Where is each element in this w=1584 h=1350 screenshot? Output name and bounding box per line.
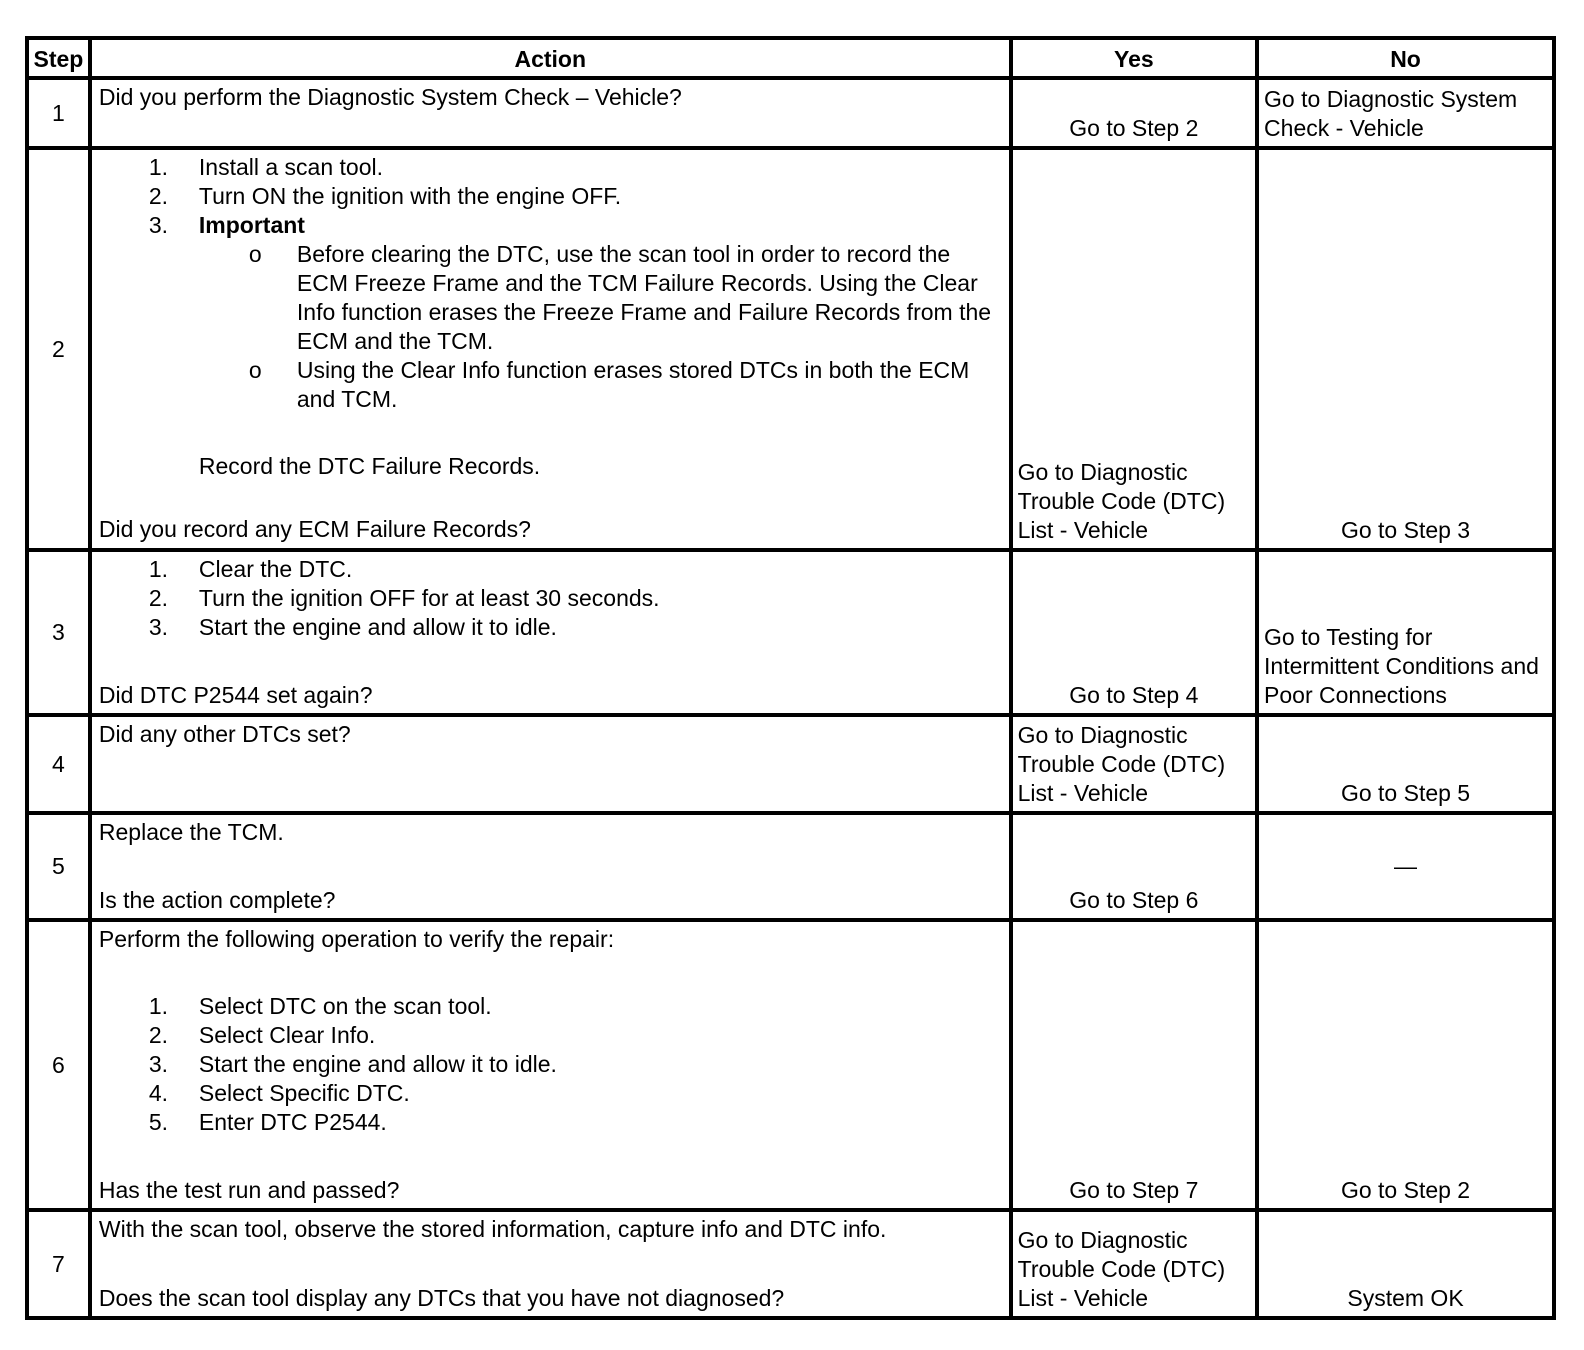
no-cell: Go to Testing for Intermittent Conditions and Poor Connections (1257, 550, 1554, 715)
step-number: 6 (27, 920, 90, 1210)
yes-cell: Go to Step 2 (1011, 78, 1257, 148)
list-item: 3. Important (148, 212, 305, 238)
action-cell (90, 550, 1011, 715)
action-question: Did any other DTCs set? (98, 721, 351, 747)
action-question: Did you record any ECM Failure Records? (98, 516, 531, 542)
no-cell: System OK (1257, 1210, 1554, 1318)
table-row (27, 148, 1554, 550)
action-steps (99, 992, 1003, 1137)
action-question: Does the scan tool display any DTCs that you have not diagnosed? (98, 1285, 785, 1311)
no-cell: Go to Diagnostic System Check - Vehicle (1257, 78, 1554, 148)
table-row (27, 1210, 1554, 1318)
table-row (27, 550, 1554, 715)
action-question: Did you perform the Diagnostic System Check – Vehicle? (98, 84, 682, 110)
header-yes: Yes (1011, 38, 1257, 78)
header-no: No (1257, 38, 1554, 78)
action-question: Has the test run and passed? (98, 1177, 400, 1203)
action-question: Did DTC P2544 set again? (98, 682, 373, 708)
step-number: 4 (27, 715, 90, 813)
diagnostic-table (25, 36, 1556, 1320)
action-cell (90, 148, 1011, 550)
action-question: Is the action complete? (98, 887, 336, 913)
list-item: 2. Turn ON the ignition with the engine OFF. (148, 183, 622, 209)
action-cell (90, 715, 1011, 813)
step-number: 5 (27, 813, 90, 920)
step-number: 3 (27, 550, 90, 715)
yes-cell: Go to Diagnostic Trouble Code (DTC) List - Vehicle (1011, 1210, 1257, 1318)
no-cell: — (1257, 813, 1554, 920)
action-intro: Perform the following operation to verify the repair: (98, 926, 615, 952)
action-cell (90, 813, 1011, 920)
header-row (27, 38, 1554, 78)
no-cell: Go to Step 2 (1257, 920, 1554, 1210)
list-item: o Before clearing the DTC, use the scan tool in order to record the ECM Freeze Frame and the TCM Failure Records. Using the Clear Info function erases the Freeze Frame and Failure Records from the ECM and the TCM. (248, 241, 992, 354)
important-label: Important (198, 212, 305, 238)
action-intro: Replace the TCM. (98, 819, 284, 845)
list-item: 5. Enter DTC P2544. (148, 1109, 387, 1135)
action-cell (90, 78, 1011, 148)
yes-cell: Go to Diagnostic Trouble Code (DTC) List - Vehicle (1011, 148, 1257, 550)
list-item: 1. Install a scan tool. (148, 154, 383, 180)
action-steps (99, 555, 1003, 642)
yes-cell: Go to Step 4 (1011, 550, 1257, 715)
yes-cell: Go to Step 7 (1011, 920, 1257, 1210)
action-steps (99, 153, 1003, 240)
list-item: 3. Start the engine and allow it to idle. (148, 614, 557, 640)
step-number: 7 (27, 1210, 90, 1318)
no-cell: Go to Step 3 (1257, 148, 1554, 550)
no-cell: Go to Step 5 (1257, 715, 1554, 813)
table-row (27, 715, 1554, 813)
list-item: 1. Select DTC on the scan tool. (148, 993, 492, 1019)
list-item: 1. Clear the DTC. (148, 556, 353, 582)
yes-cell: Go to Step 6 (1011, 813, 1257, 920)
table-row (27, 78, 1554, 148)
list-item: 3. Start the engine and allow it to idle. (148, 1051, 557, 1077)
list-item: o Using the Clear Info function erases stored DTCs in both the ECM and TCM. (248, 357, 970, 412)
action-cell (90, 1210, 1011, 1318)
action-intro: With the scan tool, observe the stored information, capture info and DTC info. (98, 1216, 887, 1242)
list-item: 4. Select Specific DTC. (148, 1080, 410, 1106)
header-step: Step (27, 38, 90, 78)
header-action: Action (90, 38, 1011, 78)
yes-cell: Go to Diagnostic Trouble Code (DTC) List - Vehicle (1011, 715, 1257, 813)
table-row (27, 813, 1554, 920)
action-cell (90, 920, 1011, 1210)
step-number: 1 (27, 78, 90, 148)
important-notes (99, 240, 1003, 414)
table-row (27, 920, 1554, 1210)
list-item: 2. Turn the ignition OFF for at least 30 seconds. (148, 585, 660, 611)
step-number: 2 (27, 148, 90, 550)
action-note: Record the DTC Failure Records. (198, 453, 541, 479)
list-item: 2. Select Clear Info. (148, 1022, 376, 1048)
